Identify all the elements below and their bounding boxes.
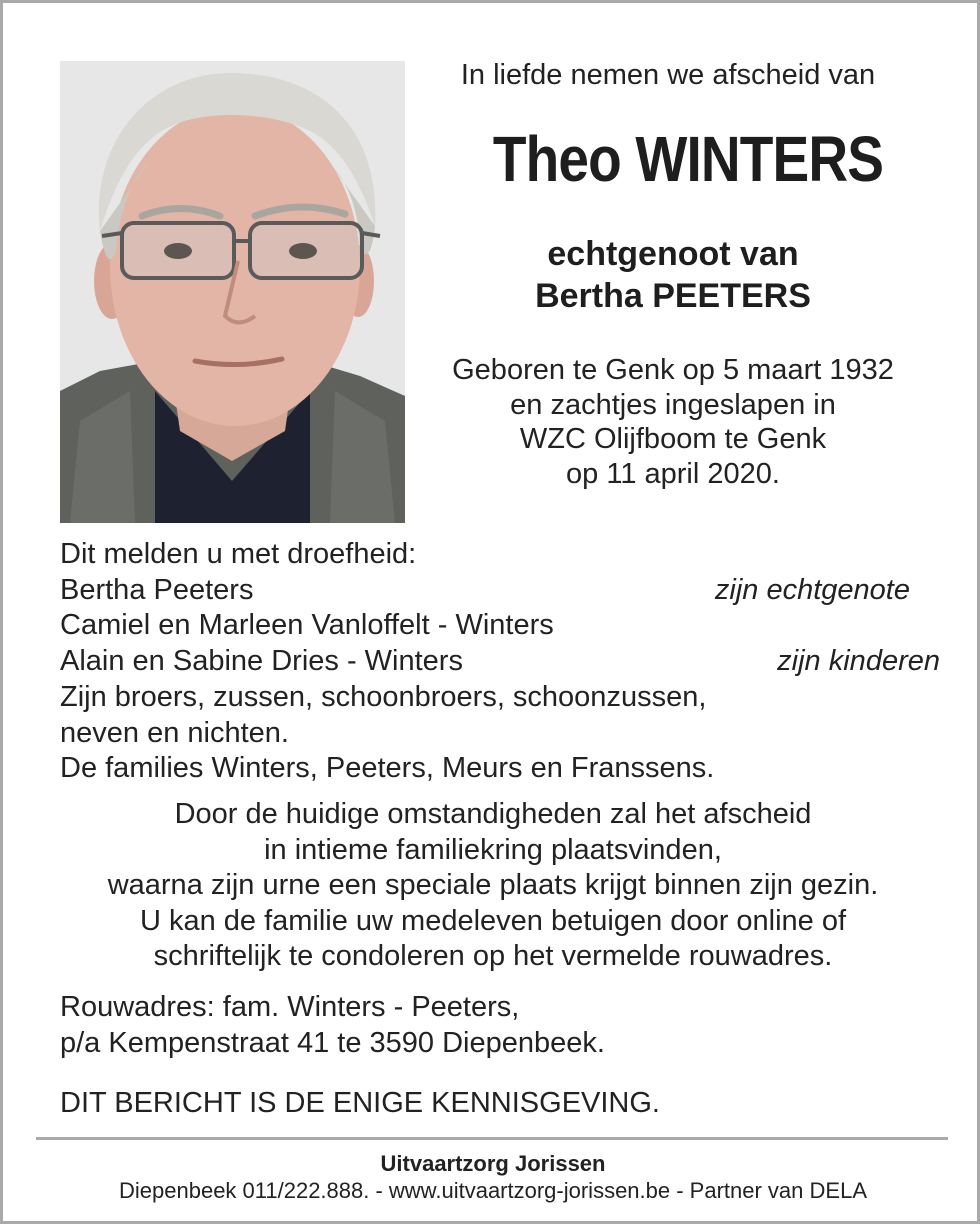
passing-line: en zachtjes ingeslapen in bbox=[510, 388, 836, 421]
passing-place-line: WZC Olijfboom te Genk bbox=[519, 423, 827, 455]
birth-death-details bbox=[413, 353, 933, 491]
passing-date-line: op 11 april 2020. bbox=[566, 457, 780, 490]
deceased-name: Theo WINTERS bbox=[492, 123, 884, 195]
portrait-illustration bbox=[60, 61, 405, 523]
family-row-child bbox=[60, 644, 940, 680]
spouse-block bbox=[423, 233, 923, 317]
relatives-line: Zijn broers, zussen, schoonbroers, schoonzussen, bbox=[60, 680, 707, 713]
portrait-photo bbox=[60, 61, 405, 523]
notice-line: schriftelijk te condoleren op het vermelde rouwadres. bbox=[153, 940, 833, 972]
condolence-address bbox=[60, 990, 940, 1061]
family-list bbox=[60, 537, 940, 787]
family-role-label: zijn echtgenote bbox=[714, 573, 910, 606]
birth-line: Geboren te Genk op 5 maart 1932 bbox=[452, 354, 894, 386]
address-line: p/a Kempenstraat 41 te 3590 Diepenbeek. bbox=[60, 1026, 605, 1059]
relatives-line: neven en nichten. bbox=[60, 716, 289, 749]
notice-line: waarna zijn urne een speciale plaats krijgt binnen zijn gezin. bbox=[107, 869, 879, 901]
spouse-relation: echtgenoot van bbox=[547, 235, 799, 273]
intro-text: In liefde nemen we afscheid van bbox=[460, 59, 876, 91]
final-notice: DIT BERICHT IS DE ENIGE KENNISGEVING. bbox=[60, 1087, 660, 1119]
family-row-child bbox=[60, 608, 940, 644]
notice-line: Door de huidige omstandigheden zal het afscheid bbox=[174, 798, 812, 830]
family-row-spouse bbox=[60, 573, 940, 609]
funeral-home-contact: Diepenbeek 011/222.888. - www.uitvaartzorg-jorissen.be - Partner van DELA bbox=[119, 1178, 867, 1203]
relatives-line: De families Winters, Peeters, Meurs en Franssens. bbox=[60, 752, 715, 785]
spouse-name: Bertha PEETERS bbox=[535, 277, 811, 315]
family-role-label: zijn kinderen bbox=[777, 645, 940, 678]
notice-line: U kan de familie uw medeleven betuigen door online of bbox=[139, 904, 847, 937]
funeral-home-name: Uitvaartzorg Jorissen bbox=[380, 1151, 606, 1176]
ceremony-notice bbox=[43, 797, 943, 975]
footer-divider bbox=[36, 1137, 948, 1140]
address-line: Rouwadres: fam. Winters - Peeters, bbox=[60, 991, 520, 1023]
family-member-name: Bertha Peeters bbox=[60, 573, 254, 606]
family-member-name: Camiel en Marleen Vanloffelt - Winters bbox=[60, 609, 554, 642]
family-heading: Dit melden u met droefheid: bbox=[60, 538, 417, 570]
notice-line: in intieme familiekring plaatsvinden, bbox=[264, 833, 722, 866]
family-member-name: Alain en Sabine Dries - Winters bbox=[60, 645, 463, 678]
